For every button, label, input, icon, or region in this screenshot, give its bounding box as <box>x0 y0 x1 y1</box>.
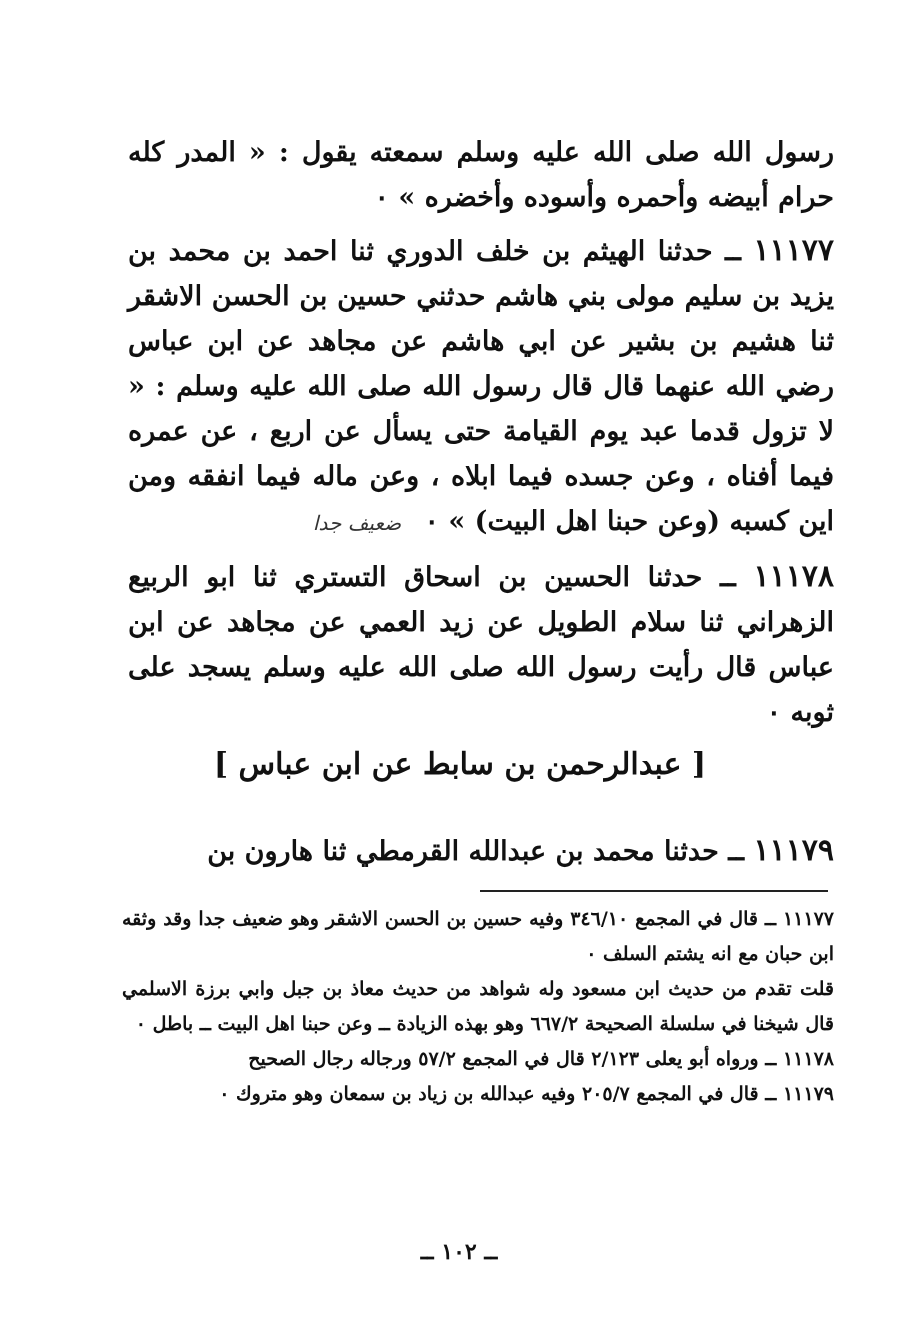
hadith-text: ــ حدثنا الهيثم بن خلف الدوري ثنا احمد بن محمد بن يزيد بن سليم مولى بني هاشم حدثني حسين بن الحسن الاشقر ثنا هشيم بن بشير عن ابي هاشم عن مجاهد عن ابن عباس رضي الله عنهما قال قال رسول الله صلى الله عليه وسلم : « لا تزول قدما عبد يوم القيامة حتى يسأل عن اربع ، عن عمره فيما أفناه ، وعن جسده فيما ابلاه ، وعن ماله فيما انفقه ومن اين كسبه (وعن حبنا اهل البيت) » ٠ <box>128 236 834 537</box>
hadith-continuation: رسول الله صلى الله عليه وسلم سمعته يقول : « المدر كله حرام أبيضه وأحمره وأسوده وأخضره » ٠ <box>128 137 834 213</box>
page-number: ــ ١٠٢ ــ <box>420 1239 498 1265</box>
hadith-text: ــ حدثنا الحسين بن اسحاق التستري ثنا ابو الربيع الزهراني ثنا سلام الطويل عن زيد العمي عن مجاهد عن ابن عباس قال رأيت رسول الله صلى الله عليه وسلم يسجد على ثوبه ٠ <box>128 562 834 728</box>
footnote-divider <box>480 890 828 892</box>
footnote: قلت تقدم من حديث ابن مسعود وله شواهد من حديث معاذ بن جبل وابي برزة الاسلمي قال شيخنا في سلسلة الصحيحة ٦٦٧/٢ وهو بهذه الزيادة ــ وعن حبنا اهل البيت ــ باطل ٠ <box>122 978 834 1035</box>
footnote: ١١١٧٨ ــ ورواه أبو يعلى ٢/١٢٣ قال في المجمع ٥٧/٢ ورجاله رجال الصحيح <box>248 1048 834 1070</box>
section-heading: [ عبدالرحمن بن سابط عن ابن عباس ] <box>213 747 707 782</box>
footnote: ١١١٧٧ ــ قال في المجمع ٣٤٦/١٠ وفيه حسين بن الحسن الاشقر وهو ضعيف جدا وقد وثقه ابن حبان مع انه يشتم السلف ٠ <box>122 908 834 965</box>
hadith-number: ١١١٧٨ <box>753 559 834 594</box>
hadith-11179 <box>128 828 834 874</box>
hadith-text: ــ حدثنا محمد بن عبدالله القرمطي ثنا هارون بن <box>207 836 745 867</box>
footnote: ١١١٧٩ ــ قال في المجمع ٢٠٥/٧ وفيه عبدالله بن زياد بن سمعان وهو متروك ٠ <box>219 1083 834 1105</box>
hadith-11178 <box>128 554 834 735</box>
main-text-block <box>128 130 834 735</box>
hadith-number: ١١١٧٩ <box>753 833 834 868</box>
handwritten-note: ضعيف جدا <box>312 511 402 535</box>
hadith-number: ١١١٧٧ <box>753 233 834 268</box>
footnotes-block <box>122 902 834 1112</box>
hadith-11177 <box>128 228 834 546</box>
